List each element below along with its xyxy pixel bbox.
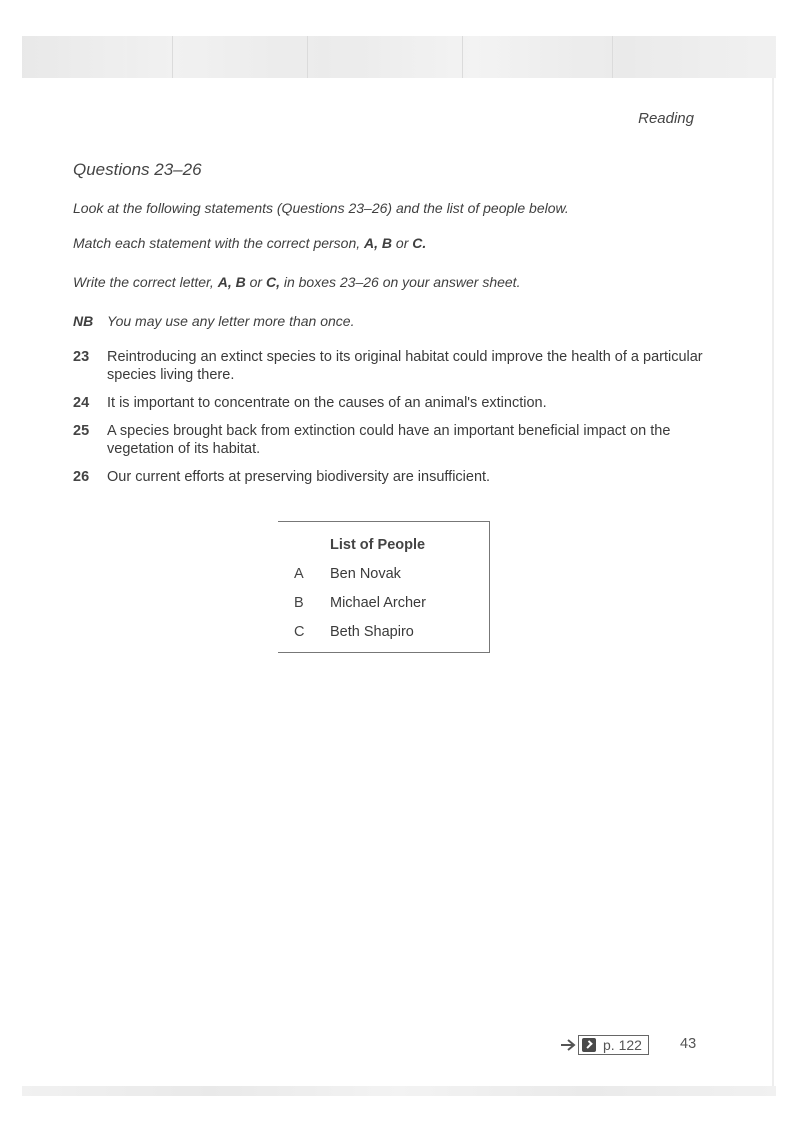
person-letter: B — [294, 595, 304, 611]
band-divider — [307, 36, 308, 78]
instruction-2-letter-b: B — [381, 235, 393, 251]
statement-item — [73, 394, 713, 412]
statement-item — [73, 422, 713, 458]
band-divider — [172, 36, 173, 78]
nb-text: You may use any letter more than once. — [107, 313, 355, 329]
page-number: 43 — [680, 1036, 697, 1052]
person-name: Michael Archer — [330, 595, 426, 611]
statement-text: A species brought back from extinction could have an important beneficial impact on the vegetation of its habitat. — [107, 423, 671, 457]
instruction-line-3 — [73, 274, 520, 290]
instruction-3-letter-c: C, — [265, 274, 280, 290]
instruction-3-letter-a: A, — [217, 274, 232, 290]
people-box-title: List of People — [330, 537, 426, 553]
scan-footer-band — [22, 1086, 776, 1096]
scan-page-edge — [772, 78, 774, 1086]
person-name: Beth Shapiro — [330, 624, 414, 640]
nb-note — [73, 313, 354, 329]
instruction-line-1: Look at the following statements (Questions 23–26) and the list of people below. — [73, 200, 569, 216]
instruction-3-end: in boxes 23–26 on your answer sheet. — [279, 274, 521, 290]
instruction-3-or: or — [245, 274, 266, 290]
page-reference-text: p. 122 — [603, 1037, 642, 1053]
band-divider — [462, 36, 463, 78]
statement-list — [73, 348, 713, 496]
instruction-3-letter-b: B — [235, 274, 246, 290]
instruction-2-text: Match each statement with the correct person, — [73, 235, 365, 251]
list-of-people-box — [278, 521, 490, 653]
statement-number: 26 — [73, 469, 90, 485]
band-divider — [612, 36, 613, 78]
instruction-2-letter-c: C. — [412, 235, 427, 251]
person-entry — [294, 624, 414, 640]
statement-item — [73, 468, 713, 486]
nb-label: NB — [73, 313, 94, 329]
statement-number: 25 — [73, 423, 90, 439]
instruction-3-text: Write the correct letter, — [73, 274, 218, 290]
questions-heading: Questions 23–26 — [73, 160, 202, 179]
statement-text: It is important to concentrate on the causes of an animal's extinction. — [107, 395, 547, 411]
scan-header-band — [22, 36, 776, 78]
person-entry — [294, 566, 401, 582]
arrow-right-icon — [560, 1038, 576, 1052]
person-entry — [294, 595, 426, 611]
page-reference-box — [578, 1035, 649, 1055]
answer-key-reference — [560, 1034, 649, 1056]
statement-item — [73, 348, 713, 384]
person-letter: A — [294, 566, 304, 582]
statement-number: 24 — [73, 395, 90, 411]
tick-box-icon — [582, 1038, 596, 1052]
statement-number: 23 — [73, 349, 90, 365]
person-name: Ben Novak — [330, 566, 401, 582]
person-letter: C — [294, 624, 305, 640]
instruction-2-or: or — [392, 235, 413, 251]
instruction-2-letter-a: A, — [364, 235, 379, 251]
instruction-line-2 — [73, 235, 426, 251]
statement-text: Reintroducing an extinct species to its original habitat could improve the health of a particular species living there. — [107, 349, 703, 383]
statement-text: Our current efforts at preserving biodiversity are insufficient. — [107, 469, 491, 485]
section-label: Reading — [638, 110, 694, 127]
